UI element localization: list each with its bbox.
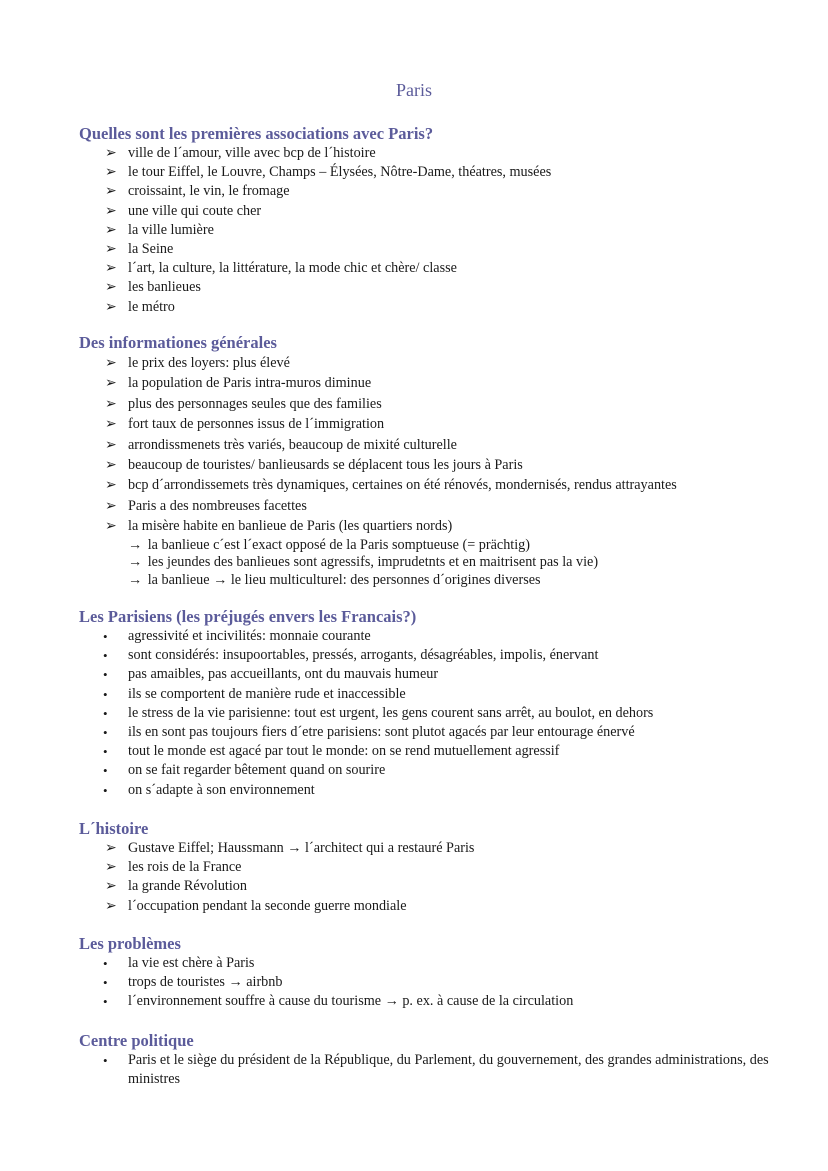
arrow-icon: → [128,571,143,588]
parisiens-list [79,627,779,800]
arrowhead-bullet-icon: ➢ [105,395,117,412]
list-item [79,1051,779,1089]
list-item [79,373,779,393]
list-item-text: ils en sont pas toujours fiers d´etre parisiens: sont plutot agacés par leur entourage énervé [128,724,635,741]
list-item-text: la ville lumière [128,221,214,238]
list-item-text: la population de Paris intra-muros diminue [128,375,372,392]
round-bullet-icon: • [103,782,108,798]
list-item [79,144,779,163]
arrowhead-bullet-icon: ➢ [105,164,117,181]
arrowhead-bullet-icon: ➢ [105,878,117,895]
page-title: Paris [396,80,432,100]
list-item-text: le métro [128,298,175,315]
round-bullet-icon: • [103,975,108,991]
subitem-text: les jeundes des banlieues sont agressifs, imprudetnts et en maitrisent pas la vie) [147,554,599,571]
general-subitem [79,537,779,555]
arrowhead-bullet-icon: ➢ [105,497,117,514]
list-item [79,761,779,780]
arrow-icon: → [128,536,143,553]
list-item-text: le prix des loyers: plus élevé [128,355,290,371]
section-heading: Des informationes générales [79,333,277,352]
list-item [79,954,779,973]
arrowhead-bullet-icon: ➢ [105,859,117,876]
list-item [79,992,779,1011]
list-item-text: tout le monde est agacé par tout le monde: on se rend mutuellement agressif [128,743,560,760]
arrowhead-bullet-icon: ➢ [105,355,117,371]
arrowhead-bullet-icon: ➢ [105,457,117,474]
list-item [79,973,779,992]
arrowhead-bullet-icon: ➢ [105,477,117,494]
general-list [79,353,779,537]
list-item [79,221,779,240]
round-bullet-icon: • [103,705,108,721]
round-bullet-icon: • [103,648,108,664]
section-general [79,333,779,589]
arrowhead-bullet-icon: ➢ [105,183,117,200]
section-parisiens [79,607,779,800]
list-item-text: pas amaibles, pas accueillants, ont du mauvais humeur [128,666,439,683]
round-bullet-icon: • [103,994,108,1010]
list-item [79,704,779,723]
list-item [79,742,779,761]
list-item [79,665,779,684]
round-bullet-icon: • [103,956,108,971]
list-item-text: croissaint, le vin, le fromage [128,183,290,200]
section-heading: Les Parisiens (les préjugés envers les Francais?) [79,607,417,626]
round-bullet-icon: • [103,686,108,702]
list-item-text: plus des personnages seules que des families [128,395,382,412]
list-item-text: beaucoup de touristes/ banlieusards se déplacent tous les jours à Paris [128,457,523,474]
arrowhead-bullet-icon: ➢ [105,897,117,914]
list-item-text: arrondissmenets très variés, beaucoup de mixité culturelle [128,436,457,453]
politique-list [79,1051,779,1089]
list-item-text: la grande Révolution [128,878,247,895]
list-item-text: ville de l´amour, ville avec bcp de l´histoire [128,145,376,161]
list-item-text: Paris a des nombreuses facettes [128,497,307,514]
arrowhead-bullet-icon: ➢ [105,202,117,219]
round-bullet-icon: • [103,744,108,760]
list-item [79,298,779,317]
list-item-text: l´environnement souffre à cause du tourisme → p. ex. à cause de la circulation [128,993,574,1010]
list-item-text: sont considérés: insupoortables, pressés, arrogants, désagréables, impolis, énervant [128,647,599,664]
round-bullet-icon: • [103,1053,108,1068]
arrowhead-bullet-icon: ➢ [105,145,117,161]
list-item [79,516,779,536]
list-item [79,394,779,414]
subitem-text: la banlieue c´est l´exact opposé de la Paris somptueuse (= prächtig) [147,536,530,553]
list-item [79,646,779,665]
list-item-text: bcp d´arrondissemets très dynamiques, certaines on été rénovés, mondernisés, rendus attrayantes [128,477,677,494]
list-item-text: Paris et le siège du président de la République, du Parlement, du gouvernement, des grandes administrations, des ministres [128,1052,769,1088]
list-item-text: une ville qui coute cher [128,202,262,219]
list-item [79,496,779,516]
arrowhead-bullet-icon: ➢ [105,840,117,856]
list-item [79,839,779,858]
section-heading: Quelles sont les premières associations avec Paris? [79,124,434,143]
list-item-text: l´art, la culture, la littérature, la mode chic et chère/ classe [128,260,457,277]
subitem-text: la banlieue → le lieu multiculturel: des personnes d´origines diverses [147,571,541,588]
list-item [79,781,779,800]
arrowhead-bullet-icon: ➢ [105,518,117,535]
general-subitem [79,572,779,590]
round-bullet-icon: • [103,763,108,779]
list-item-text: les banlieues [128,279,201,296]
list-item-text: la misère habite en banlieue de Paris (les quartiers nords) [128,518,453,535]
list-item [79,163,779,182]
arrowhead-bullet-icon: ➢ [105,260,117,277]
list-item-text: la Seine [128,241,174,258]
list-item [79,475,779,495]
list-item [79,455,779,475]
associations-list [79,144,779,317]
arrowhead-bullet-icon: ➢ [105,416,117,433]
section-politique [79,1031,779,1089]
section-associations [79,124,779,317]
list-item [79,723,779,742]
list-item [79,685,779,704]
list-item [79,897,779,916]
section-problemes [79,934,779,1012]
general-subitem [79,554,779,572]
arrowhead-bullet-icon: ➢ [105,298,117,315]
list-item [79,435,779,455]
arrow-icon: → [128,554,143,571]
round-bullet-icon: • [103,629,108,644]
arrowhead-bullet-icon: ➢ [105,436,117,453]
section-heading: Les problèmes [79,934,181,953]
list-item-text: la vie est chère à Paris [128,955,255,971]
arrowhead-bullet-icon: ➢ [105,279,117,296]
list-item [79,353,779,373]
round-bullet-icon: • [103,667,108,683]
round-bullet-icon: • [103,725,108,741]
list-item [79,259,779,278]
list-item-text: on s´adapte à son environnement [128,781,315,798]
list-item [79,414,779,434]
arrowhead-bullet-icon: ➢ [105,221,117,238]
section-heading: Centre politique [79,1031,194,1050]
list-item-text: agressivité et incivilités: monnaie courante [128,628,371,644]
list-item-text: Gustave Eiffel; Haussmann → l´architect qui a restauré Paris [128,840,475,856]
list-item [79,627,779,646]
section-histoire [79,819,779,916]
list-item-text: le tour Eiffel, le Louvre, Champs – Élysées, Nôtre-Dame, théatres, musées [128,164,552,181]
list-item-text: le stress de la vie parisienne: tout est urgent, les gens courent sans arrêt, au boulot, en dehors [128,704,654,721]
list-item-text: les rois de la France [128,859,242,876]
histoire-list [79,839,779,916]
list-item-text: l´occupation pendant la seconde guerre mondiale [128,897,407,914]
section-heading: L´histoire [79,819,149,838]
list-item [79,202,779,221]
list-item-text: trops de touristes → airbnb [128,974,283,991]
list-item-text: ils se comportent de manière rude et inaccessible [128,685,406,702]
arrowhead-bullet-icon: ➢ [105,375,117,392]
problemes-list [79,954,779,1012]
list-item [79,182,779,201]
list-item-text: on se fait regarder bêtement quand on sourire [128,762,386,779]
list-item [79,278,779,297]
list-item [79,240,779,259]
list-item-text: fort taux de personnes issus de l´immigration [128,416,385,433]
arrowhead-bullet-icon: ➢ [105,241,117,258]
list-item [79,877,779,896]
list-item [79,858,779,877]
